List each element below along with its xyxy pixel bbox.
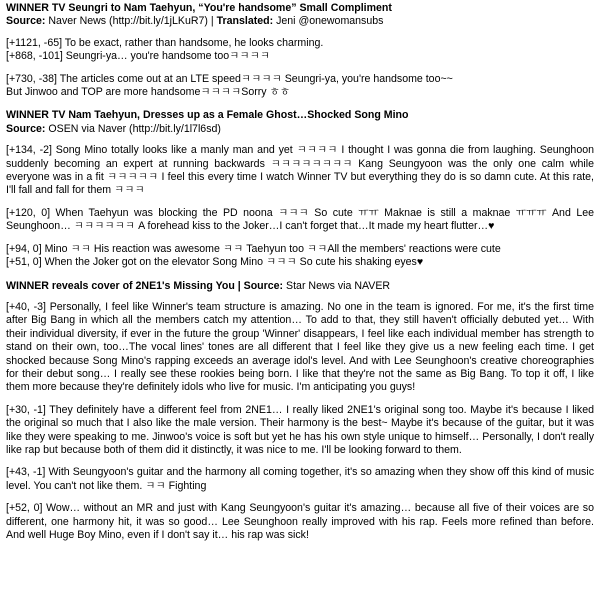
comment: [+43, -1] With Seungyoon's guitar and the harmony all coming together, it's so amazing when they show off this kind of music level. You can't not like them. ㅋㅋ Fighting: [6, 466, 594, 492]
source-label: Source:: [243, 279, 284, 292]
article-section-3: [6, 280, 594, 543]
comment: [+868, -101] Seungri-ya… you're handsome tooㅋㅋㅋㅋ: [6, 50, 271, 63]
comment: [+30, -1] They definitely have a different feel from 2NE1… I really liked 2NE1's original song too. Maybe it's because I liked the original so much that I also like the male version. Their harmony is the best~ Maybe it's because of the guitar, but it was like they were speaking to me. Jinwoo's voice is soft but yet he has his own style unique to himself… Personally, I don't really like rap but because both of them did it distinctly, it was nice to me. I'll be looking forward to them.: [6, 403, 594, 456]
comment: [+51, 0] When the Joker got on the elevator Song Mino ㅋㅋㅋ So cute his shaking eyes♥: [6, 256, 424, 269]
article-section-1: [6, 2, 594, 99]
spacer: [6, 293, 594, 301]
comment-group: [6, 73, 594, 100]
translated-label: Translated:: [216, 15, 274, 28]
translated-text: Jeni @onewomansubs: [276, 15, 384, 28]
source-label: Source:: [6, 122, 46, 135]
source-label: Source:: [6, 15, 46, 28]
comment: [+730, -38] The articles come out at an LTE speedㅋㅋㅋㅋ Seungri-ya, you're handsome too~~: [6, 72, 453, 85]
comment: [+134, -2] Song Mino totally looks like a manly man and yet ㅋㅋㅋㅋ I thought I was gonna die from laughing. Seunghoon suddenly becoming an expert at running backwards ㅋㅋㅋㅋㅋㅋㅋㅋ Kang Seungyoon was the only one calm while everyone was in a fit ㅋㅋㅋㅋㅋ I feel this every time I watch Winner TV but everything they do is so damn cute. At this rate, I'll fall and fall for them ㅋㅋㅋ: [6, 144, 594, 197]
article-source: [6, 123, 594, 136]
article-title: WINNER TV Seungri to Nam Taehyun, “You're handsome” Small Compliment: [6, 2, 392, 14]
comment: [+1121, -65] To be exact, rather than handsome, he looks charming.: [6, 36, 324, 49]
source-text: Star News via NAVER: [286, 279, 391, 292]
source-text: OSEN via Naver (http://bit.ly/1l7l6sd): [48, 122, 221, 135]
source-text: Naver News (http://bit.ly/1jLKuR7) |: [48, 15, 217, 28]
article-source: [6, 15, 594, 28]
comment: [+52, 0] Wow… without an MR and just with Kang Seungyoon's guitar it's amazing… because all five of their voices are so different, one harmony hit, it was so good… Lee Seunghoon really improved with his rap. Feels more refined than before. And well Huge Boy Mino, even if I don't say it… his rap was sick!: [6, 502, 594, 541]
comment-group: [6, 37, 594, 64]
article-section-2: [6, 109, 594, 269]
article-title: WINNER reveals cover of 2NE1's Missing You |: [6, 279, 244, 292]
comment: [+120, 0] When Taehyun was blocking the PD noona ㅋㅋㅋ So cute ㅠㅠ Maknae is still a maknae ㅠㅠㅠ And Lee Seunghoon… ㅋㅋㅋㅋㅋㅋ A forehead kiss to the Joker…I can't forget that…It made my heart flutter…♥: [6, 206, 594, 233]
comment: But Jinwoo and TOP are more handsomeㅋㅋㅋㅋSorry ㅎㅎ: [6, 86, 290, 99]
article-title-line: [6, 280, 594, 293]
article-title: WINNER TV Nam Taehyun, Dresses up as a Female Ghost…Shocked Song Mino: [6, 109, 409, 122]
comment-group: [6, 243, 594, 270]
comment: [+40, -3] Personally, I feel like Winner's team structure is amazing. No one in the team is ignored. For me, it's the first time after Big Bang in which all the members catch my attention… To add to that, they still haven't officially debuted yet… With their individual diversity, if ever in the future the group 'Winner' disappears, I feel like each individual member has strength to stand on their own, too…The vocal lines' tones are all different that I feel like they give us a new feeling each time. I get shocked because Song Mino's rapping exceeds an average idol's level. And with Lee Seunghoon's creative choreographies for their debut song… I really see these rookies being born. I like that they're not the same as Big Bang. To top it off, I like them more because they're definitely idols who live for music. I'm anticipating you guys!: [6, 300, 594, 394]
comment: [+94, 0] Mino ㅋㅋ His reaction was awesome ㅋㅋ Taehyun too ㅋㅋAll the members' reactions were cute: [6, 242, 501, 255]
